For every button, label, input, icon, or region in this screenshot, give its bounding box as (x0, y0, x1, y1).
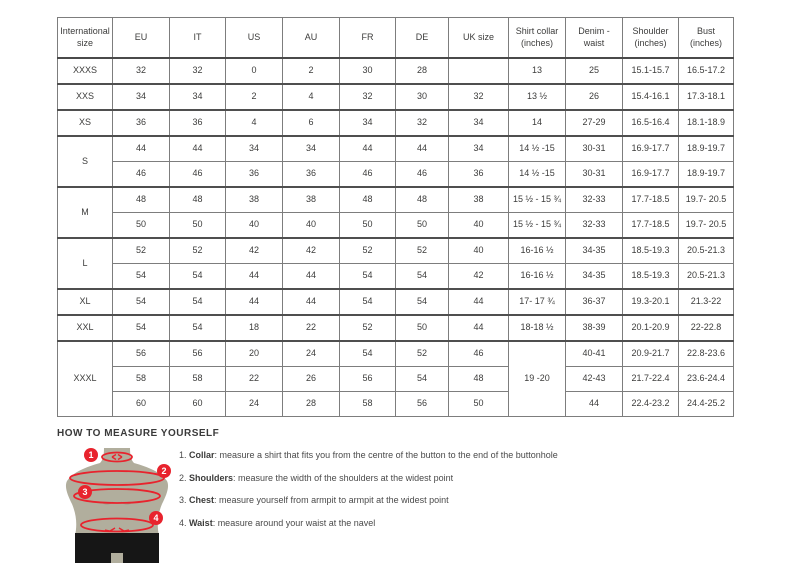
table-row (58, 84, 734, 110)
step-label: Chest (189, 495, 215, 505)
table-cell: 48 (170, 187, 226, 213)
table-cell: 18.9-19.7 (679, 136, 734, 162)
column-header: Shirt collar (inches) (509, 18, 566, 59)
how-to-measure-title: HOW TO MEASURE YOURSELF (57, 428, 220, 439)
table-cell: 26 (566, 84, 623, 110)
table-row (58, 110, 734, 136)
table-cell: 20.5-21.3 (679, 238, 734, 264)
table-cell: 19 -20 (509, 341, 566, 417)
measurement-instructions (179, 446, 558, 540)
table-cell (449, 58, 509, 84)
table-cell: 44 (340, 136, 396, 162)
table-cell: 52 (396, 341, 449, 367)
table-cell: 46 (113, 162, 170, 188)
table-cell: 32-33 (566, 213, 623, 239)
step-text: : measure a shirt that fits you from the centre of the button to the end of the buttonhole (214, 450, 558, 460)
table-cell: 23.6-24.4 (679, 367, 734, 392)
marker-3-number: 3 (82, 487, 88, 498)
table-cell: 19.7- 20.5 (679, 213, 734, 239)
table-cell: 32 (113, 58, 170, 84)
table-cell: 40 (283, 213, 340, 239)
table-cell: 21.3-22 (679, 289, 734, 315)
table-cell: 17.7-18.5 (623, 213, 679, 239)
table-cell: 18.9-19.7 (679, 162, 734, 188)
table-cell: 38 (226, 187, 283, 213)
table-cell: 58 (113, 367, 170, 392)
table-row (58, 264, 734, 290)
table-cell: 52 (170, 238, 226, 264)
table-cell: 22.4-23.2 (623, 392, 679, 417)
table-cell: 18.5-19.3 (623, 238, 679, 264)
size-label: XXL (58, 315, 113, 341)
table-cell: 15.4-16.1 (623, 84, 679, 110)
column-header: International size (58, 18, 113, 59)
table-cell: 42 (226, 238, 283, 264)
marker-1-number: 1 (88, 450, 94, 461)
table-cell: 58 (170, 367, 226, 392)
marker-4-number: 4 (153, 513, 159, 524)
table-row (58, 392, 734, 417)
table-cell: 44 (449, 315, 509, 341)
table-cell: 34 (226, 136, 283, 162)
table-cell: 14 ½ -15 (509, 162, 566, 188)
table-cell: 54 (340, 289, 396, 315)
table-cell: 54 (170, 315, 226, 341)
column-header: EU (113, 18, 170, 59)
column-header: UK size (449, 18, 509, 59)
table-cell: 22.8-23.6 (679, 341, 734, 367)
table-cell: 54 (340, 341, 396, 367)
column-header: Denim - waist (566, 18, 623, 59)
size-label: XXS (58, 84, 113, 110)
table-cell: 54 (340, 264, 396, 290)
table-cell: 16.9-17.7 (623, 162, 679, 188)
table-cell: 46 (449, 341, 509, 367)
table-cell: 54 (113, 315, 170, 341)
table-cell: 14 ½ -15 (509, 136, 566, 162)
table-cell: 20.9-21.7 (623, 341, 679, 367)
table-row (58, 58, 734, 84)
table-cell: 26 (283, 367, 340, 392)
table-cell: 44 (113, 136, 170, 162)
table-cell: 44 (396, 136, 449, 162)
table-cell: 36 (170, 110, 226, 136)
table-cell: 40-41 (566, 341, 623, 367)
table-cell: 46 (340, 162, 396, 188)
table-cell: 44 (283, 289, 340, 315)
table-cell: 48 (396, 187, 449, 213)
table-row (58, 367, 734, 392)
table-row (58, 136, 734, 162)
header-row (58, 18, 734, 59)
table-row (58, 341, 734, 367)
table-cell: 52 (340, 315, 396, 341)
table-cell: 52 (396, 238, 449, 264)
size-label: XXXS (58, 58, 113, 84)
table-cell: 34 (449, 110, 509, 136)
table-cell: 2 (283, 58, 340, 84)
table-cell: 54 (396, 289, 449, 315)
table-cell: 17.3-18.1 (679, 84, 734, 110)
table-row (58, 238, 734, 264)
size-label: XS (58, 110, 113, 136)
table-cell: 30-31 (566, 136, 623, 162)
step-label: Shoulders (189, 472, 234, 483)
table-cell: 52 (340, 238, 396, 264)
table-cell: 40 (226, 213, 283, 239)
how-to-measure-section (57, 428, 767, 573)
table-cell: 18-18 ½ (509, 315, 566, 341)
table-cell: 36 (113, 110, 170, 136)
table-row (58, 213, 734, 239)
table-cell: 38 (283, 187, 340, 213)
table-cell: 52 (113, 238, 170, 264)
table-cell: 32 (396, 110, 449, 136)
table-cell: 28 (283, 392, 340, 417)
table-cell: 56 (170, 341, 226, 367)
table-cell: 2 (226, 84, 283, 110)
table-row (58, 289, 734, 315)
table-cell: 32-33 (566, 187, 623, 213)
column-header: AU (283, 18, 340, 59)
table-cell: 13 (509, 58, 566, 84)
table-cell: 36 (283, 162, 340, 188)
measurement-step (179, 518, 558, 528)
table-cell: 58 (340, 392, 396, 417)
table-cell: 54 (113, 289, 170, 315)
table-cell: 54 (113, 264, 170, 290)
table-cell: 40 (449, 238, 509, 264)
table-cell: 38 (449, 187, 509, 213)
measurement-figure (57, 446, 179, 573)
table-row (58, 315, 734, 341)
table-cell: 20.5-21.3 (679, 264, 734, 290)
step-label: Collar (189, 450, 215, 460)
table-cell: 32 (449, 84, 509, 110)
table-cell: 30 (396, 84, 449, 110)
table-cell: 46 (170, 162, 226, 188)
table-cell: 56 (113, 341, 170, 367)
size-chart-header (58, 18, 734, 59)
table-cell: 24 (283, 341, 340, 367)
table-cell: 46 (396, 162, 449, 188)
size-label: XL (58, 289, 113, 315)
mannequin-torso-illustration (57, 446, 179, 568)
size-label: L (58, 238, 113, 289)
table-cell: 22 (283, 315, 340, 341)
table-cell: 24.4-25.2 (679, 392, 734, 417)
table-cell: 16-16 ½ (509, 238, 566, 264)
table-cell: 20.1-20.9 (623, 315, 679, 341)
table-cell: 42-43 (566, 367, 623, 392)
table-cell: 19.3-20.1 (623, 289, 679, 315)
table-cell: 19.7- 20.5 (679, 187, 734, 213)
measurement-step (179, 473, 558, 483)
table-cell: 18.5-19.3 (623, 264, 679, 290)
table-cell: 32 (170, 58, 226, 84)
table-cell: 20 (226, 341, 283, 367)
table-cell: 50 (396, 213, 449, 239)
step-number: 1. (179, 450, 190, 460)
table-cell: 42 (449, 264, 509, 290)
table-cell: 34-35 (566, 238, 623, 264)
column-header: DE (396, 18, 449, 59)
table-cell: 16-16 ½ (509, 264, 566, 290)
table-cell: 56 (340, 367, 396, 392)
table-cell: 13 ½ (509, 84, 566, 110)
step-number: 4. (179, 517, 190, 528)
table-cell: 16.9-17.7 (623, 136, 679, 162)
table-cell: 50 (170, 213, 226, 239)
size-label: M (58, 187, 113, 238)
table-cell: 48 (340, 187, 396, 213)
table-cell: 34 (170, 84, 226, 110)
step-text: : measure around your waist at the navel (212, 517, 376, 528)
table-cell: 34 (340, 110, 396, 136)
measurement-step (179, 495, 558, 505)
table-cell: 54 (396, 264, 449, 290)
measurement-step (179, 450, 558, 460)
table-cell: 25 (566, 58, 623, 84)
table-cell: 42 (283, 238, 340, 264)
table-cell: 15 ½ - 15 ¾ (509, 213, 566, 239)
table-cell: 44 (449, 289, 509, 315)
table-cell: 50 (396, 315, 449, 341)
table-cell: 21.7-22.4 (623, 367, 679, 392)
table-cell: 48 (113, 187, 170, 213)
table-cell: 34-35 (566, 264, 623, 290)
table-cell: 18 (226, 315, 283, 341)
table-row (58, 162, 734, 188)
size-label: S (58, 136, 113, 187)
marker-2-number: 2 (161, 466, 167, 477)
column-header: Shoulder (inches) (623, 18, 679, 59)
table-cell: 54 (170, 289, 226, 315)
table-cell: 17.7-18.5 (623, 187, 679, 213)
table-cell: 34 (113, 84, 170, 110)
table-cell: 6 (283, 110, 340, 136)
step-number: 3. (179, 495, 190, 505)
table-cell: 36 (226, 162, 283, 188)
step-number: 2. (179, 472, 190, 483)
table-cell: 44 (566, 392, 623, 417)
table-cell: 38-39 (566, 315, 623, 341)
table-cell: 27-29 (566, 110, 623, 136)
table-cell: 4 (283, 84, 340, 110)
size-chart-table (57, 17, 734, 417)
step-text: : measure the width of the shoulders at the widest point (233, 472, 454, 483)
table-cell: 22 (226, 367, 283, 392)
table-cell: 22-22.8 (679, 315, 734, 341)
column-header: IT (170, 18, 226, 59)
size-label: XXXL (58, 341, 113, 417)
table-cell: 15 ½ - 15 ¾ (509, 187, 566, 213)
table-cell: 60 (170, 392, 226, 417)
table-cell: 44 (283, 264, 340, 290)
table-cell: 30-31 (566, 162, 623, 188)
table-cell: 60 (113, 392, 170, 417)
table-cell: 44 (170, 136, 226, 162)
step-label: Waist (189, 517, 213, 528)
table-cell: 34 (449, 136, 509, 162)
table-cell: 28 (396, 58, 449, 84)
table-cell: 0 (226, 58, 283, 84)
size-chart-body (58, 58, 734, 417)
table-cell: 50 (113, 213, 170, 239)
table-cell: 36 (449, 162, 509, 188)
table-cell: 34 (283, 136, 340, 162)
table-row (58, 187, 734, 213)
table-cell: 16.5-17.2 (679, 58, 734, 84)
table-cell: 32 (340, 84, 396, 110)
step-text: : measure yourself from armpit to armpit at the widest point (214, 495, 449, 505)
table-cell: 44 (226, 264, 283, 290)
column-header: FR (340, 18, 396, 59)
column-header: Bust (inches) (679, 18, 734, 59)
table-cell: 40 (449, 213, 509, 239)
table-cell: 14 (509, 110, 566, 136)
table-cell: 4 (226, 110, 283, 136)
table-cell: 54 (170, 264, 226, 290)
table-cell: 18.1-18.9 (679, 110, 734, 136)
table-cell: 16.5-16.4 (623, 110, 679, 136)
table-cell: 30 (340, 58, 396, 84)
table-cell: 54 (396, 367, 449, 392)
table-cell: 44 (226, 289, 283, 315)
table-cell: 48 (449, 367, 509, 392)
table-cell: 50 (449, 392, 509, 417)
table-cell: 50 (340, 213, 396, 239)
table-cell: 56 (396, 392, 449, 417)
table-cell: 36-37 (566, 289, 623, 315)
table-cell: 17- 17 ¾ (509, 289, 566, 315)
table-cell: 24 (226, 392, 283, 417)
table-cell: 15.1-15.7 (623, 58, 679, 84)
column-header: US (226, 18, 283, 59)
